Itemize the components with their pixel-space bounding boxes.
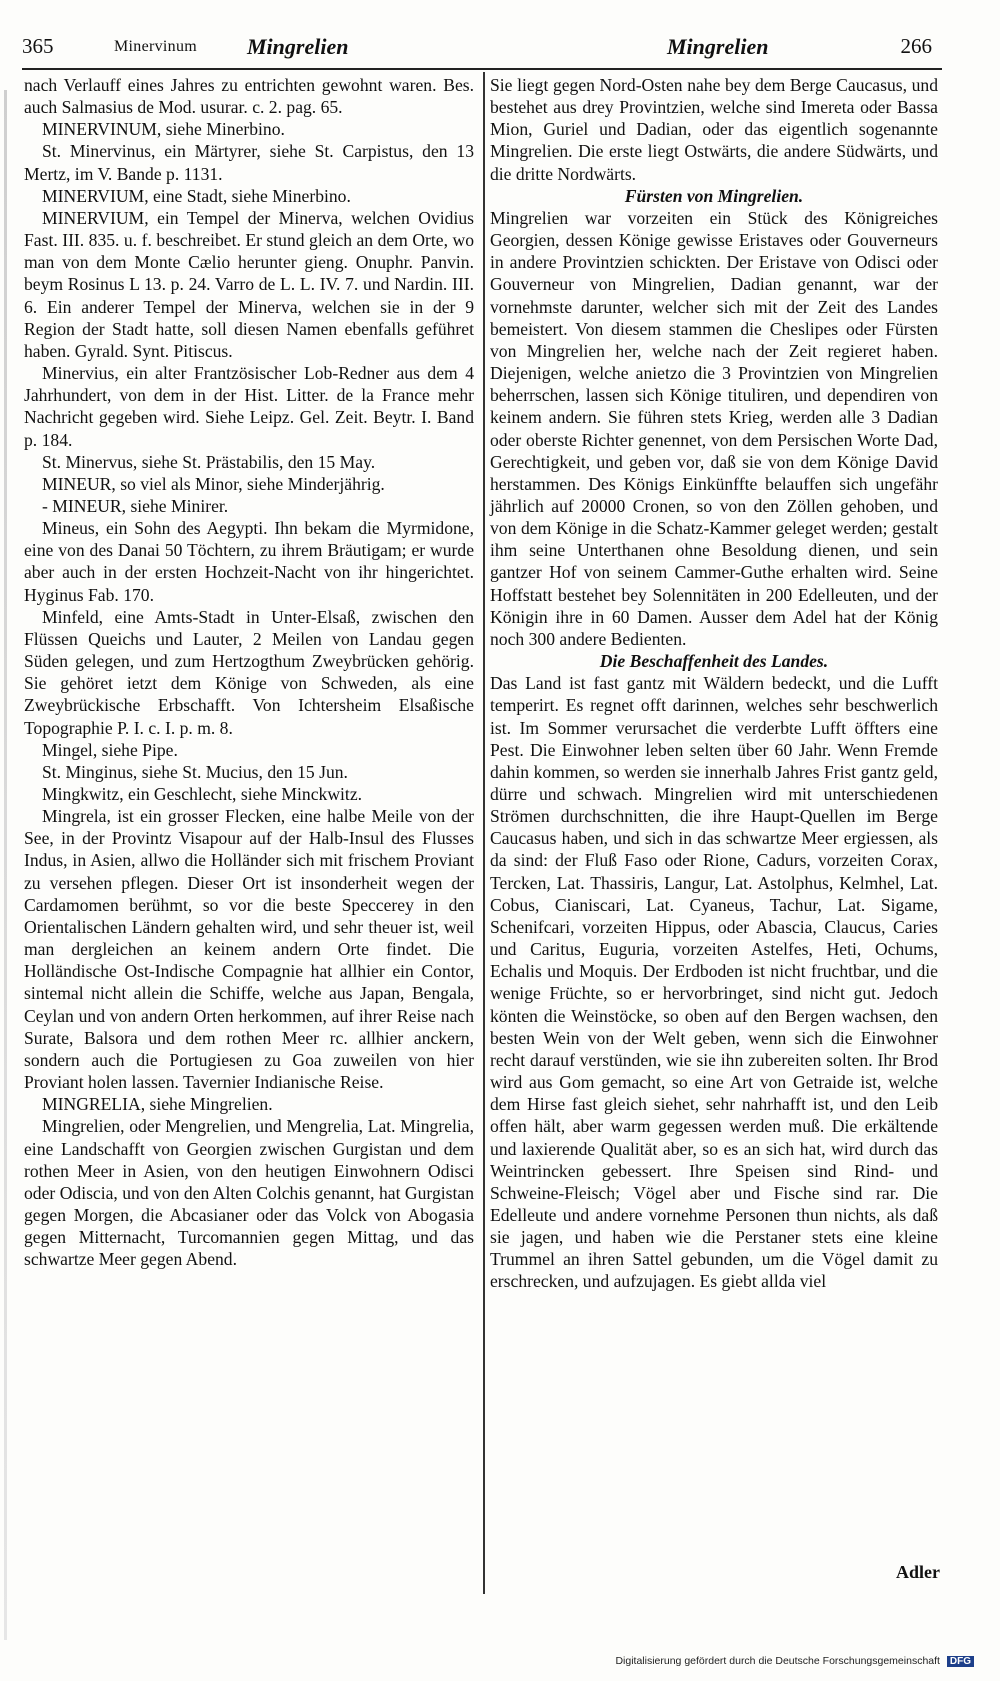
section-heading: Fürsten von Mingrelien.	[624, 185, 804, 206]
entry-paragraph: Mineus, ein Sohn des Aegypti. Ihn bekam die Myrmidone, eine von des Danai 50 Töchtern, zu ihrem Bräutigam; er wurde aber auch in der ersten Hochzeit-Nacht von ihr hingerichtet. Hyginus Fab. 170.	[24, 518, 474, 605]
digitization-credit	[615, 1655, 974, 1667]
entry-paragraph: Sie liegt gegen Nord-Osten nahe bey dem Berge Caucasus, und bestehet aus drey Provintzien, welche sind Imereta oder Bassa Mion, Guriel und Dadian, oder das eigentlich sogenannte Mingrelien. Die erste liegt Ostwärts, die andere Südwärts, und die dritte Nordwärts.	[490, 75, 938, 184]
dfg-logo: DFG	[947, 1656, 974, 1667]
entry-paragraph: Das Land ist fast gantz mit Wäldern bedeckt, und die Lufft temperirt. Es regnet offt darinnen, welches sehr beschwerlich ist. Im Sommer verursachet die verderbte Lufft öffters eine Pest. Die Einwohner leben selten über 60 Jahr. Wenn Fremde dahin kommen, so werden sie innerhalb Jahres Frist gantz geld, dürre und schwach. Mingrelien wird mit unterschiedenen Strömen durchschnitten, die ihre Haupt-Quellen im Berge Caucasus haben, und sich in das schwartze Meer ergiessen, als da sind: der Fluß Faso oder Rione, Cadurs, vorzeiten Corax, Tercken, Lat. Thassiris, Langur, Lat. Astolphus, Kelmhel, Lat. Cobus, Cianiscari, Lat. Cyaneus, Tachur, Lat. Sigame, Schenifcari, vorzeiten Hippus, oder Abascia, Claucus, Caries und Caritus, Euguria, vorzeiten Astelfes, Heti, Ochums, Echalis und Moquis. Der Erdboden ist nicht fruchtbar, und die wenige Früchte, so er hervorbringet, sind nicht gut. Jedoch könten die Weinstöcke, so oben auf den Bergen wachsen, den besten Wein von der Welt geben, wenn sich die Einwohner recht darauf verstünden, wie sie ihn zubereiten solten. Ihr Brod wird aus Gom gemacht, so eine Art von Getraide ist, welche dem Hirse fast gleich siehet, sehr nahrhafft ist, und den Leib offen hält, aber warm gegessen werden muß. Die erkältende und laxierende Qualität aber, so es an sich hat, wird durch das Weintrincken gebessert. Ihre Speisen sind Rind- und Schweine-Fleisch; Vögel aber und Fische sind rar. Die Edelleute und andere vornehme Personen thun nichts, als daß sie jagen, und haben wie die Perstaner stets eine kleine Trummel an ihren Sattel gebunden, um die Vögel damit zu erschrecken, und aufzujagen. Es giebt allda viel	[490, 673, 938, 1292]
header-keyword-right-bold: Mingrelien	[667, 34, 769, 59]
catchword: Adler	[896, 1562, 940, 1582]
page-edge-shadow	[4, 90, 7, 1640]
entry-paragraph: - MINEUR, siehe Minirer.	[42, 495, 229, 516]
header-keyword-left-bold: Mingrelien	[247, 34, 349, 59]
entry-paragraph: MINERVINUM, siehe Minerbino.	[42, 119, 285, 140]
entry-paragraph: Minfeld, eine Amts-Stadt in Unter-Elsaß, zwischen den Flüssen Queichs und Lauter, 2 Meilen von Landau gegen Süden gelegen, und zum Hertzogthum Zweybrücken gehörig. Sie gehöret ietzt dem Könige von Schweden, als eine Zweybrückische Erbschafft. Von Ichtersheim Elsaßische Topographie P. I. c. I. p. m. 8.	[24, 606, 474, 738]
entry-paragraph: Mingrela, ist ein grosser Flecken, eine halbe Meile von der See, in der Provintz Visapour auf der Halb-Insul des Flusses Indus, in Asien, allwo die Holländer sich mit frischem Proviant zu versehen pflegen. Dieser Ort ist insonderheit wegen der Cardamomen berühmt, so vor die beste Speccerey in den Orientalischen Ländern gehalten wird, und sehr theuer ist, weil man dergleichen an keinem andern Orte findet. Die Holländische Ost-Indische Compagnie hat allhier ein Contor, sintemal nicht allein die Schiffe, welche aus Japan, Bengala, Ceylan und von andern Orten herkommen, auf ihrer Reise nach Surate, Balsora und dem rothen Meer rc. allhier anckern, sondern auch die Portugiesen zu Goa zuweilen von hier Proviant holen lassen. Tavernier Indianische Reise.	[24, 806, 474, 1093]
page-number-left: 365	[22, 34, 54, 58]
left-column	[24, 74, 474, 1270]
entry-paragraph: MINEUR, so viel als Minor, siehe Minderjährig.	[42, 473, 385, 494]
entry-paragraph: MINERVIUM, ein Tempel der Minerva, welchen Ovidius Fast. III. 835. u. f. beschreibet. Er stund gleich an dem Orte, wo man von dem Monte Cælio herunter gieng. Onuphr. Panvin. beym Rosinus L 13. p. 24. Varro de L. L. IV. 7. und Nardin. III. 6. Ein anderer Tempel der Minerva, welchen sie in der 9 Region der Stadt hatte, soll diesen Namen ebenfalls geführet haben. Gyrald. Synt. Pitiscus.	[24, 207, 474, 361]
right-column	[490, 74, 938, 1293]
entry-paragraph: Mingrelien war vorzeiten ein Stück des Königreiches Georgien, dessen Könige gewisse Eristaves oder Gouverneurs in andere Provintzien schickten. Der Eristave von Odisci oder Gouverneur von Mingrelien, Dadian genannt, war der vornehmste darunter, welcher sich mit der Zeit des Landes bemeistert. Von diesem stammen die Cheslipes oder Fürsten von Mingrelien her, welche nach der Zeit regieret haben. Diejenigen, welche anietzo die 3 Provintzien von Mingrelien beherrschen, lassen sich Könige tituliren, und dependiren von keinem andern. Sie führen stets Krieg, werden alle 3 Dadian oder oberste Richter genennet, von dem Persischen Worte Dad, Gerechtigkeit, und geben vor, daß sie von dem Könige David herstammen. Des Königs Einkünffte belauffen sich ungefähr jährlich auf 20000 Cronen, so von den Zöllen gehoben, und von dem Könige in die Schatz-Kammer geleget werden; gestalt ihm seine Unterthanen ohne Besoldung dienen, und sein gantzer Hof von seinem Cammer-Guthe erhalten wird. Seine Hoffstatt bestehet bey Solennitäten in 200 Edelleuten, und der Königin ihre in 60 Damen. Ausser dem Adel hat der König noch 300 andere Bedienten.	[490, 207, 938, 649]
entry-paragraph: MINERVIUM, eine Stadt, siehe Minerbino.	[42, 185, 351, 206]
entry-paragraph: nach Verlauff eines Jahres zu entrichten gewohnt waren. Bes. auch Salmasius de Mod. usurar. c. 2. pag. 65.	[24, 75, 474, 118]
header-rule	[22, 68, 942, 70]
column-divider	[483, 72, 485, 1594]
entry-paragraph: Mingkwitz, ein Geschlecht, siehe Minckwitz.	[42, 784, 363, 804]
entry-paragraph: St. Minervus, siehe St. Prästabilis, den 15 May.	[42, 451, 376, 472]
entry-paragraph: MINGRELIA, siehe Mingrelien.	[42, 1094, 273, 1115]
entry-paragraph: St. Minervinus, ein Märtyrer, siehe St. Carpistus, den 13 Mertz, im V. Bande p. 1131.	[24, 141, 474, 184]
entry-paragraph: Mingel, siehe Pipe.	[42, 739, 178, 760]
entry-paragraph: St. Minginus, siehe St. Mucius, den 15 Jun.	[42, 761, 348, 782]
running-header	[22, 30, 952, 66]
header-keyword-left: Minervinum	[114, 38, 197, 55]
page-number-right: 266	[900, 34, 932, 58]
entry-paragraph: Minervius, ein alter Frantzösischer Lob-Redner aus dem 4 Jahrhundert, von dem in der Hist. Litter. de la France mehr Nachricht gegeben wird. Siehe Leipz. Gel. Zeit. Beytr. I. Band p. 184.	[24, 363, 474, 450]
section-heading: Die Beschaffenheit des Landes.	[599, 651, 829, 672]
footer-text: Digitalisierung gefördert durch die Deutsche Forschungsgemeinschaft	[615, 1655, 940, 1667]
entry-paragraph: Mingrelien, oder Mengrelien, und Mengrelia, Lat. Mingrelia, eine Landschafft von Georgien zwischen Gurgistan und dem rothen Meer in Asien, von den heutigen Einwohnern Odisci oder Odiscia, und von den Alten Colchis genannt, hat Gurgistan gegen Morgen, die Abcasianer oder das Volck von Abogasia gegen Mitternacht, Turcomannien gegen Mittag, und das schwartze Meer gegen Abend.	[24, 1116, 474, 1270]
